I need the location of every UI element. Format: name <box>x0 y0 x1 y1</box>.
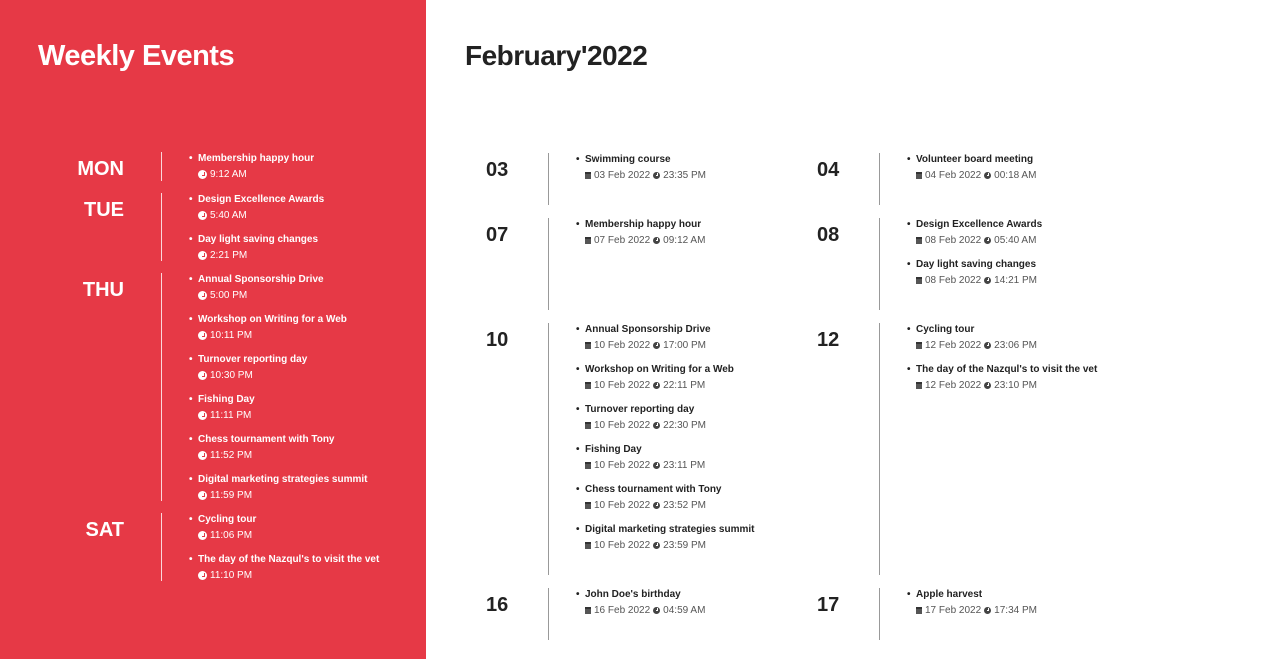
clock-icon <box>198 331 207 340</box>
event-item[interactable] <box>585 218 705 258</box>
event-item[interactable] <box>198 393 368 433</box>
calendar-row <box>486 218 1186 310</box>
event-item[interactable] <box>916 363 1097 403</box>
calendar-row <box>486 153 1186 205</box>
day-cell <box>486 588 817 640</box>
clock-icon <box>984 382 991 389</box>
day-number: 08 <box>817 224 840 246</box>
clock-icon <box>198 291 207 300</box>
day-cell <box>817 153 1148 205</box>
event-date: 12 Feb 2022 <box>925 340 982 351</box>
event-meta <box>585 170 706 181</box>
event-item[interactable] <box>916 258 1042 298</box>
day-number: 03 <box>486 159 509 181</box>
event-meta <box>198 450 368 461</box>
event-time: 11:11 PM <box>210 410 252 421</box>
event-meta <box>916 235 1042 246</box>
event-item[interactable] <box>916 218 1042 258</box>
event-title: • Design Excellence Awards <box>916 219 1042 230</box>
clock-icon <box>984 172 991 179</box>
clock-icon <box>198 531 207 540</box>
event-title: • Cycling tour <box>198 514 379 525</box>
event-time: 23:11 PM <box>663 460 706 471</box>
event-title: • Day light saving changes <box>198 234 324 245</box>
event-date: 12 Feb 2022 <box>925 380 982 391</box>
event-title: • Chess tournament with Tony <box>198 434 368 445</box>
day-group <box>0 152 426 181</box>
event-meta <box>198 290 368 301</box>
clock-icon <box>198 251 207 260</box>
event-item[interactable] <box>198 313 368 353</box>
event-item[interactable] <box>198 353 368 393</box>
clock-icon <box>198 170 207 179</box>
event-meta <box>585 340 755 351</box>
event-date: 10 Feb 2022 <box>594 500 651 511</box>
clock-icon <box>198 211 207 220</box>
event-time: 23:59 PM <box>663 540 706 551</box>
event-title: • Annual Sponsorship Drive <box>585 324 755 335</box>
event-item[interactable] <box>585 483 755 523</box>
clock-icon <box>653 342 660 349</box>
clock-icon <box>653 607 660 614</box>
clock-icon <box>198 491 207 500</box>
event-meta <box>585 460 755 471</box>
event-meta <box>198 250 324 261</box>
clock-icon <box>984 237 991 244</box>
event-time: 9:12 AM <box>210 169 247 180</box>
event-item[interactable] <box>585 523 755 563</box>
event-title: • Chess tournament with Tony <box>585 484 755 495</box>
event-title: • Apple harvest <box>916 589 1037 600</box>
event-meta <box>916 605 1037 616</box>
clock-icon <box>198 411 207 420</box>
calendar-icon <box>916 277 922 284</box>
clock-icon <box>984 607 991 614</box>
event-meta <box>585 235 705 246</box>
event-date: 03 Feb 2022 <box>594 170 651 181</box>
calendar-icon <box>585 172 591 179</box>
day-group <box>0 193 426 261</box>
day-cell <box>817 218 1148 310</box>
day-label: TUE <box>84 199 124 221</box>
event-title: • Membership happy hour <box>198 153 314 164</box>
clock-icon <box>653 542 660 549</box>
event-item[interactable] <box>198 152 314 180</box>
event-item[interactable] <box>585 323 755 363</box>
day-number: 12 <box>817 329 840 351</box>
event-date: 10 Feb 2022 <box>594 420 651 431</box>
event-meta <box>585 500 755 511</box>
event-title: • Digital marketing strategies summit <box>585 524 755 535</box>
calendar-icon <box>916 342 922 349</box>
event-title: • Cycling tour <box>916 324 1097 335</box>
calendar-icon <box>916 172 922 179</box>
clock-icon <box>653 422 660 429</box>
day-events <box>879 323 1097 575</box>
calendar-icon <box>585 422 591 429</box>
event-time: 22:11 PM <box>663 380 706 391</box>
event-time: 14:21 PM <box>994 275 1037 286</box>
event-date: 07 Feb 2022 <box>594 235 651 246</box>
clock-icon <box>653 382 660 389</box>
event-time: 11:59 PM <box>210 490 253 501</box>
day-label: THU <box>82 279 124 301</box>
day-number: 17 <box>817 594 840 616</box>
event-title: • The day of the Nazqul's to visit the vet <box>916 364 1097 375</box>
event-meta <box>198 210 324 221</box>
event-item[interactable] <box>198 273 368 313</box>
weekly-list <box>0 152 426 593</box>
event-title: • Turnover reporting day <box>198 354 368 365</box>
event-item[interactable] <box>198 193 324 233</box>
clock-icon <box>653 172 660 179</box>
event-title: • Workshop on Writing for a Web <box>585 364 755 375</box>
event-title: • Swimming course <box>585 154 706 165</box>
event-item[interactable] <box>585 443 755 483</box>
event-time: 17:00 PM <box>663 340 706 351</box>
event-item[interactable] <box>916 153 1036 193</box>
event-time: 23:10 PM <box>994 380 1037 391</box>
event-time: 5:00 PM <box>210 290 248 301</box>
event-date: 10 Feb 2022 <box>594 380 651 391</box>
event-title: • Digital marketing strategies summit <box>198 474 368 485</box>
event-title: • John Doe's birthday <box>585 589 705 600</box>
calendar-icon <box>585 502 591 509</box>
weekly-events-panel <box>0 0 426 659</box>
event-time: 23:52 PM <box>663 500 706 511</box>
clock-icon <box>198 451 207 460</box>
calendar-row <box>486 323 1186 575</box>
day-cell <box>817 588 1148 640</box>
event-title: • Membership happy hour <box>585 219 705 230</box>
day-cell <box>817 323 1148 575</box>
event-item[interactable] <box>585 403 755 443</box>
day-events <box>548 588 705 640</box>
event-time: 00:18 AM <box>994 170 1037 181</box>
day-label: MON <box>77 158 124 180</box>
event-time: 10:11 PM <box>210 330 253 341</box>
event-time: 10:30 PM <box>210 370 253 381</box>
event-date: 10 Feb 2022 <box>594 540 651 551</box>
event-title: • Workshop on Writing for a Web <box>198 314 368 325</box>
event-title: • Turnover reporting day <box>585 404 755 415</box>
clock-icon <box>653 237 660 244</box>
event-time: 11:10 PM <box>210 570 253 581</box>
event-date: 16 Feb 2022 <box>594 605 651 616</box>
calendar-icon <box>585 607 591 614</box>
event-title: • Design Excellence Awards <box>198 194 324 205</box>
event-date: 08 Feb 2022 <box>925 235 982 246</box>
event-meta <box>198 570 379 581</box>
day-events <box>879 153 1036 205</box>
event-time: 11:06 PM <box>210 530 253 541</box>
day-cell <box>486 153 817 205</box>
event-meta <box>198 410 368 421</box>
event-item[interactable] <box>198 553 379 581</box>
weekly-title: Weekly Events <box>38 40 235 72</box>
event-meta <box>585 540 755 551</box>
day-group <box>0 513 426 581</box>
event-time: 11:52 PM <box>210 450 253 461</box>
day-label: SAT <box>85 519 124 541</box>
calendar-row <box>486 588 1186 640</box>
day-events <box>548 153 706 205</box>
event-item[interactable] <box>198 233 324 261</box>
event-title: • Annual Sponsorship Drive <box>198 274 368 285</box>
day-events <box>548 218 705 310</box>
event-meta <box>585 420 755 431</box>
event-item[interactable] <box>916 323 1097 363</box>
clock-icon <box>984 277 991 284</box>
calendar-icon <box>585 382 591 389</box>
day-cell <box>486 218 817 310</box>
day-number: 10 <box>486 329 509 351</box>
event-meta <box>585 380 755 391</box>
event-item[interactable] <box>198 473 368 501</box>
day-events <box>879 588 1037 640</box>
clock-icon <box>653 462 660 469</box>
day-number: 16 <box>486 594 509 616</box>
day-events <box>879 218 1042 310</box>
event-date: 17 Feb 2022 <box>925 605 982 616</box>
event-meta <box>585 605 705 616</box>
event-meta <box>916 275 1042 286</box>
event-title: • Day light saving changes <box>916 259 1042 270</box>
calendar-icon <box>585 462 591 469</box>
event-meta <box>916 380 1097 391</box>
event-time: 2:21 PM <box>210 250 248 261</box>
calendar-icon <box>916 237 922 244</box>
event-time: 09:12 AM <box>663 235 706 246</box>
day-number: 07 <box>486 224 509 246</box>
event-time: 23:35 PM <box>663 170 706 181</box>
event-item[interactable] <box>585 363 755 403</box>
event-date: 04 Feb 2022 <box>925 170 982 181</box>
event-item[interactable] <box>585 588 705 628</box>
event-date: 10 Feb 2022 <box>594 460 651 471</box>
day-events <box>548 323 755 575</box>
calendar-icon <box>585 542 591 549</box>
event-time: 23:06 PM <box>994 340 1037 351</box>
event-meta <box>198 490 368 501</box>
event-time: 5:40 AM <box>210 210 247 221</box>
event-item[interactable] <box>585 153 706 193</box>
event-title: • Volunteer board meeting <box>916 154 1036 165</box>
day-cell <box>486 323 817 575</box>
event-meta <box>198 370 368 381</box>
event-title: • Fishing Day <box>585 444 755 455</box>
event-title: • The day of the Nazqul's to visit the vet <box>198 554 379 565</box>
day-group <box>0 273 426 501</box>
day-events <box>161 152 314 181</box>
event-meta <box>916 340 1097 351</box>
day-events <box>161 513 379 581</box>
calendar-icon <box>916 607 922 614</box>
event-title: • Fishing Day <box>198 394 368 405</box>
event-meta <box>916 170 1036 181</box>
event-time: 22:30 PM <box>663 420 706 431</box>
month-calendar <box>486 153 1186 653</box>
event-time: 17:34 PM <box>994 605 1037 616</box>
day-number: 04 <box>817 159 840 181</box>
event-date: 08 Feb 2022 <box>925 275 982 286</box>
month-title: February'2022 <box>465 40 648 71</box>
event-meta <box>198 330 368 341</box>
clock-icon <box>984 342 991 349</box>
day-events <box>161 273 368 501</box>
event-time: 05:40 AM <box>994 235 1037 246</box>
clock-icon <box>653 502 660 509</box>
event-meta <box>198 530 379 541</box>
event-time: 04:59 AM <box>663 605 706 616</box>
calendar-icon <box>585 237 591 244</box>
event-item[interactable] <box>916 588 1037 628</box>
clock-icon <box>198 571 207 580</box>
clock-icon <box>198 371 207 380</box>
event-meta <box>198 169 314 180</box>
calendar-icon <box>585 342 591 349</box>
calendar-icon <box>916 382 922 389</box>
event-item[interactable] <box>198 513 379 553</box>
event-date: 10 Feb 2022 <box>594 340 651 351</box>
day-events <box>161 193 324 261</box>
event-item[interactable] <box>198 433 368 473</box>
